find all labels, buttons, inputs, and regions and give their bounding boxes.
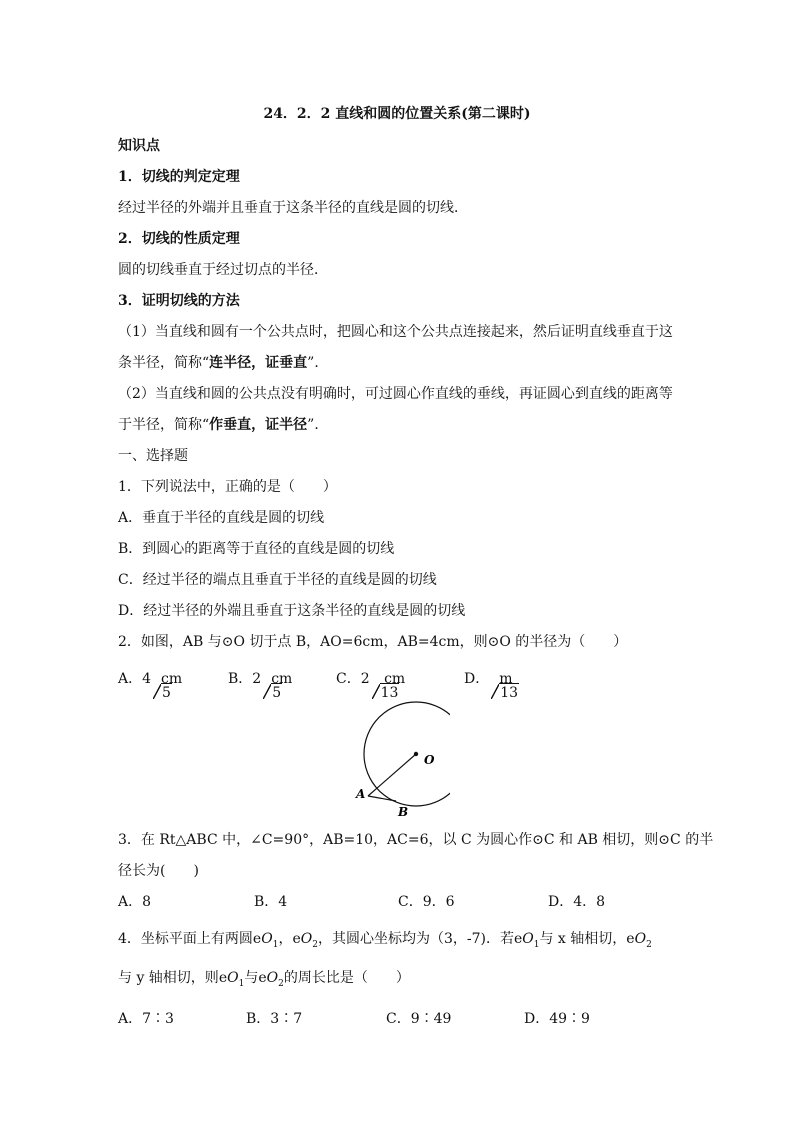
q2-option-b: B．2 5 cm — [228, 671, 293, 701]
q1-option-c: C．经过半径的端点且垂直于半径的直线是圆的切线 — [118, 572, 437, 588]
q1-option-a: A．垂直于半径的直线是圆的切线 — [118, 510, 325, 526]
q4-option-a: A．7∶3 — [118, 1011, 174, 1027]
segment-ab — [368, 796, 396, 801]
knowledge-heading: 知识点 — [118, 138, 160, 154]
q2-option-c: C．2 13 cm — [336, 671, 406, 701]
q4-option-c: C．9∶49 — [386, 1011, 452, 1027]
q3-line-2: 径长为( ) — [118, 863, 199, 879]
q2-option-a: A．4 5 cm — [118, 671, 183, 701]
label-o: O — [424, 753, 435, 767]
point-2-title: 2．切线的性质定理 — [118, 231, 240, 247]
segment-ao — [368, 754, 416, 796]
point-3-title: 3．证明切线的方法 — [118, 293, 240, 309]
q1-option-d: D．经过半径的外端且垂直于这条半径的直线是圆的切线 — [118, 603, 466, 619]
q2-option-d: D． 13 m — [464, 671, 519, 701]
method-2-line-2: 于半径，简称“作垂直，证半径”． — [118, 417, 329, 433]
q3-option-a: A．8 — [118, 894, 152, 910]
q3-option-c: C．9．6 — [398, 894, 455, 910]
q3-options — [118, 893, 678, 913]
point-1-title: 1．切线的判定定理 — [118, 169, 240, 185]
q3-option-d: D．4．8 — [548, 894, 606, 910]
circle-o — [364, 702, 450, 806]
q2-options — [118, 670, 678, 701]
method-2-line-1: （2）当直线和圆的公共点没有明确时，可过圆心作直线的垂线，再证圆心到直线的距离等 — [118, 386, 673, 402]
q2-figure — [350, 700, 450, 820]
q4-option-d: D．49∶9 — [524, 1011, 590, 1027]
page-title: 24．2．2 直线和圆的位置关系(第二课时) — [263, 106, 531, 122]
point-2-text: 圆的切线垂直于经过切点的半径． — [118, 262, 328, 278]
q3-line-1: 3．在 Rt△ABC 中，∠C=90°，AB=10，AC=6，以 C 为圆心作⊙C 和 AB 相切，则⊙C 的半 — [118, 832, 714, 848]
q3-option-b: B．4 — [254, 894, 288, 910]
method-1-line-1: （1）当直线和圆有一个公共点时，把圆心和这个公共点连接起来，然后证明直线垂直于这 — [118, 324, 673, 340]
q1-stem: 1．下列说法中，正确的是（ ） — [118, 479, 337, 495]
label-b: B — [398, 805, 409, 819]
q4-option-b: B．3∶7 — [246, 1011, 303, 1027]
method-1-line-2: 条半径，简称“连半径，证垂直”． — [118, 355, 329, 371]
q4-line-2: 与 y 轴相切，则$eO_1$与$eO_2$的周长比是（ ） — [118, 970, 410, 989]
point-1-text: 经过半径的外端并且垂直于这条半径的直线是圆的切线． — [118, 200, 468, 216]
q4-options — [118, 1010, 678, 1030]
label-a: A — [356, 787, 366, 801]
q1-option-b: B．到圆心的距离等于直径的直线是圆的切线 — [118, 541, 395, 557]
section-heading: 一、选择题 — [118, 448, 188, 464]
q4-line-1: 4．坐标平面上有两圆$eO_1$，$eO_2$，其圆心坐标均为（3，-7)．若$eO_1$与 x 轴相切，$eO_2$ — [118, 931, 652, 950]
q2-stem: 2．如图，AB 与⊙O 切于点 B，AO=6cm，AB=4cm，则⊙O 的半径为（ ） — [118, 634, 628, 650]
